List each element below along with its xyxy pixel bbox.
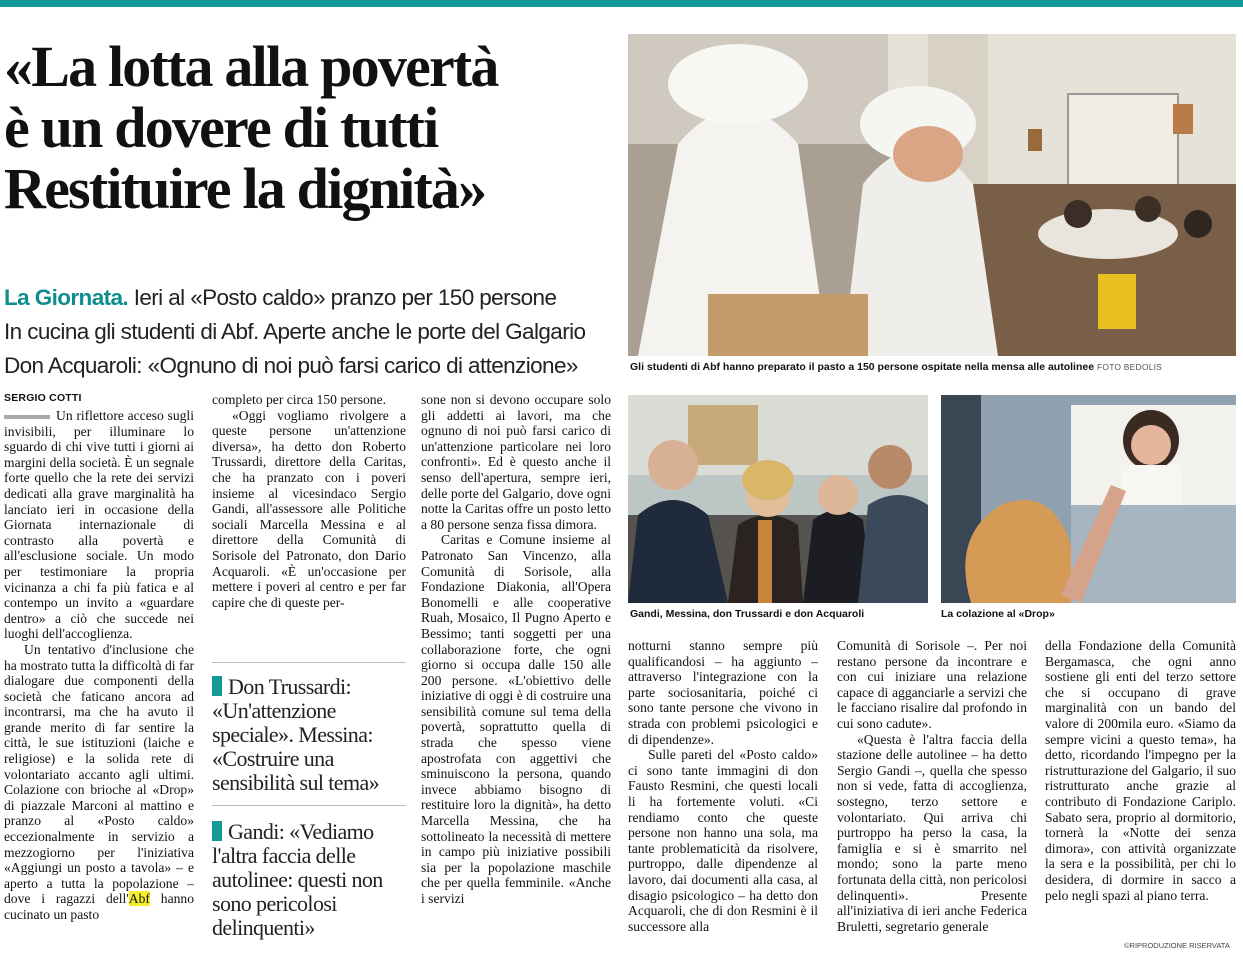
- headline-line-2: è un dovere di tutti: [4, 95, 438, 160]
- highlight-abf: Abf: [128, 891, 150, 907]
- officials-group-image: [628, 395, 928, 603]
- copyright-notice: ©RIPRODUZIONE RISERVATA: [1124, 941, 1230, 950]
- headline-line-3: Restituire la dignità»: [4, 156, 486, 221]
- article-column-6: [1045, 638, 1236, 903]
- col6-paragraph-1: della Fondazione della Comunità Bergamasca, che ogni anno sostiene gli enti del terzo settore che si occupano di grave marginalità con un bando del valore di 200mila euro. «Siamo da sempre vicini a questo tema», ha detto, ricordando l'impegno per la ristrutturazione del Galgario, il suo ristrutturato anche grazie al contributo di Fondazione Cariplo. Sabato sera, proprio al dormitorio, tornerà la «Notte dei senza dimora», con attività organizzate la sera e la possibilità, per chi lo desidera, di dormire in sacco a pelo negli spazi al piano terra.: [1045, 638, 1236, 903]
- photo-officials-caption: Gandi, Messina, don Trussardi e don Acquaroli: [630, 608, 865, 620]
- kitchen-scene-image: [628, 34, 1236, 356]
- quote-separator: [212, 662, 406, 663]
- main-caption-text: Gli studenti di Abf hanno preparato il pasto a 150 persone ospitate nella mensa alle autolinee: [630, 361, 1095, 373]
- col1-paragraph-2-end: hanno cucinato un pasto: [4, 891, 194, 922]
- col5-paragraph-1: Comunità di Sorisole –. Per noi restano persone da incontrare e con cui iniziare una relazione capace di agganciarle a servizi che le facciano risalire dal profondo in cui sono cadute».: [837, 638, 1027, 731]
- photo-drop-caption: La colazione al «Drop»: [941, 608, 1055, 620]
- col1-paragraph-2: Un tentativo d'inclusione che ha mostrato tutta la difficoltà di far dialogare due componenti della società che faticano ancora ad incontrarsi, ma che ha avuto il grande merito di far sentire la città, le sue istituzioni (laiche e religiose) e la solida rete di volontariato accanto agli ultimi. Colazione con brioche al «Drop» di piazzale Marconi al mattino e pranzo al «Posto caldo» eccezionalmente in servizio a mezzogiorno per l'iniziativa «Aggiungi un posto a tavola» – e aperto a tutta la popolazione – dove i ragazzi dell': [4, 641, 195, 907]
- quote-marker: [212, 821, 222, 841]
- article-column-1: [4, 408, 194, 923]
- quote-marker: [212, 676, 222, 696]
- col5-paragraph-2: «Questa è l'altra faccia della stazione delle autolinee – ha detto Sergio Gandi –, quella che spesso non si vede, fatta di accoglienza, sostegno, terzo settore e volontariato. Qui arriva chi purtroppo ha perso la casa, la famiglia e si è smarrito nel mondo; sono la parte meno fortunata della città, non pericolosi delinquenti». Presente all'iniziativa di ieri anche Federica Bruletti, segretario generale: [837, 731, 1027, 934]
- col2-paragraph-1: completo per circa 150 persone.: [212, 392, 387, 407]
- photo-officials: [628, 395, 928, 603]
- article-column-4: [628, 638, 818, 934]
- col4-paragraph-2: Sulle pareti del «Posto caldo» ci sono tante immagini di don Fausto Resmini, che questi locali li ha fortemente voluti. «Ci rendiamo conto che queste persone non hanno una sola, ma tante problematicità da risolvere, purtroppo, dalle dipendenze al lavoro, dai documenti alla casa, al disagio psicologico – ha detto don Acquaroli, che di don Resmini è il successore alla: [628, 747, 818, 934]
- kicker: La Giornata.: [4, 285, 129, 310]
- main-photo-kitchen: [628, 34, 1236, 356]
- main-photo-caption: [630, 361, 1162, 373]
- byline: SERGIO COTTI: [4, 392, 82, 404]
- article-column-2: [212, 392, 406, 610]
- pull-quote-1: [212, 675, 406, 795]
- subhead-line-3: Don Acquaroli: «Ognuno di noi può farsi carico di attenzione»: [4, 353, 578, 378]
- subheadline: [4, 281, 619, 383]
- top-accent-bar: [0, 0, 1243, 7]
- article-column-5: [837, 638, 1027, 934]
- subhead-line-1: Ieri al «Posto caldo» pranzo per 150 persone: [128, 285, 557, 310]
- pull-quote-2-text: Gandi: «Vediamo l'altra faccia delle autolinee: questi non sono pericolosi delinquenti»: [212, 819, 383, 940]
- drop-window-image: [941, 395, 1236, 603]
- col3-paragraph-2: Caritas e Comune insieme al Patronato San Vincenzo, alla Comunità di Sorisole, alla Fondazione Diakonia, all'Opera Bonomelli e alle cooperative Ruah, Mosaico, Il Pugno Aperto e Bessimo; tanti soggetti per una collaborazione forte, che ogni giorno si occupa dalle 150 alle 200 persone. «L'obiettivo delle iniziative di oggi è di costruire una sensibilità comune sul tema della povertà, soprattutto quella di strada che spesso viene apostrofata con aggettivi che sminuiscono la persona, quando invece abbiamo bisogno di restituire loro la dignità», ha detto Marcella Messina, che ha sottolineato la necessità di mettere in campo più iniziative possibili sia per la popolazione maschile che per quella femminile. «Anche i servizi: [421, 532, 611, 906]
- photo-drop-breakfast: [941, 395, 1236, 603]
- col2-paragraph-2: «Oggi vogliamo rivolgere a queste persone un'attenzione diversa», ha detto don Roberto Trussardi, direttore della Caritas, che ha pranzato con i poveri insieme al vicesindaco Sergio Gandi, all'assessore alle Politiche sociali Marcella Messina e al direttore della Comunità di Sorisole del Patronato, don Dario Acquaroli. «È un'occasione per mettere i poveri al centro e per far capire che di queste per-: [212, 407, 406, 610]
- pull-quote-1-text: Don Trussardi: «Un'attenzione speciale». Messina: «Costruire una sensibilità sul tema»: [212, 674, 380, 795]
- lead-rule: [4, 415, 50, 419]
- photo-credit: FOTO BEDOLIS: [1096, 362, 1163, 372]
- col3-paragraph-1: sone non si devono occupare solo gli addetti ai lavori, ma che ognuno di noi può farsi carico di un'attenzione particolare nei loro confronti». Ed è questo anche il senso dell'apertura, sempre ieri, delle porte del Galgario, dove ogni notte la Caritas offre un posto letto a 80 persone senza fissa dimora.: [421, 392, 611, 532]
- pull-quote-2: [212, 820, 406, 940]
- col4-paragraph-1: notturni stanno sempre più qualificandosi – ha aggiunto – attraverso l'integrazione con la parte sociosanitaria, poiché ci sono tante persone che vivono in strada con problemi psicologici e di dipendenze».: [628, 638, 818, 747]
- headline-line-1: «La lotta alla povertà: [4, 34, 498, 99]
- article-column-3: [421, 392, 611, 907]
- quote-separator: [212, 805, 406, 806]
- subhead-line-2: In cucina gli studenti di Abf. Aperte anche le porte del Galgario: [4, 319, 586, 344]
- col1-paragraph-1: Un riflettore acceso sugli invisibili, per illuminare lo sguardo di chi vive tutti i giorni ai margini della società. È un segnale forte quello che la rete dei servizi dedicati alla grave marginalità ha lanciato ieri in occasione della Giornata internazionale di contrasto alla povertà e all'esclusione sociale. Un modo per testimoniare la propria vicinanza a chi fa più fatica e al contempo un invito a «guardare dentro» a ciò che succede nei luoghi dell'accoglienza.: [4, 408, 194, 642]
- headline: [4, 36, 619, 219]
